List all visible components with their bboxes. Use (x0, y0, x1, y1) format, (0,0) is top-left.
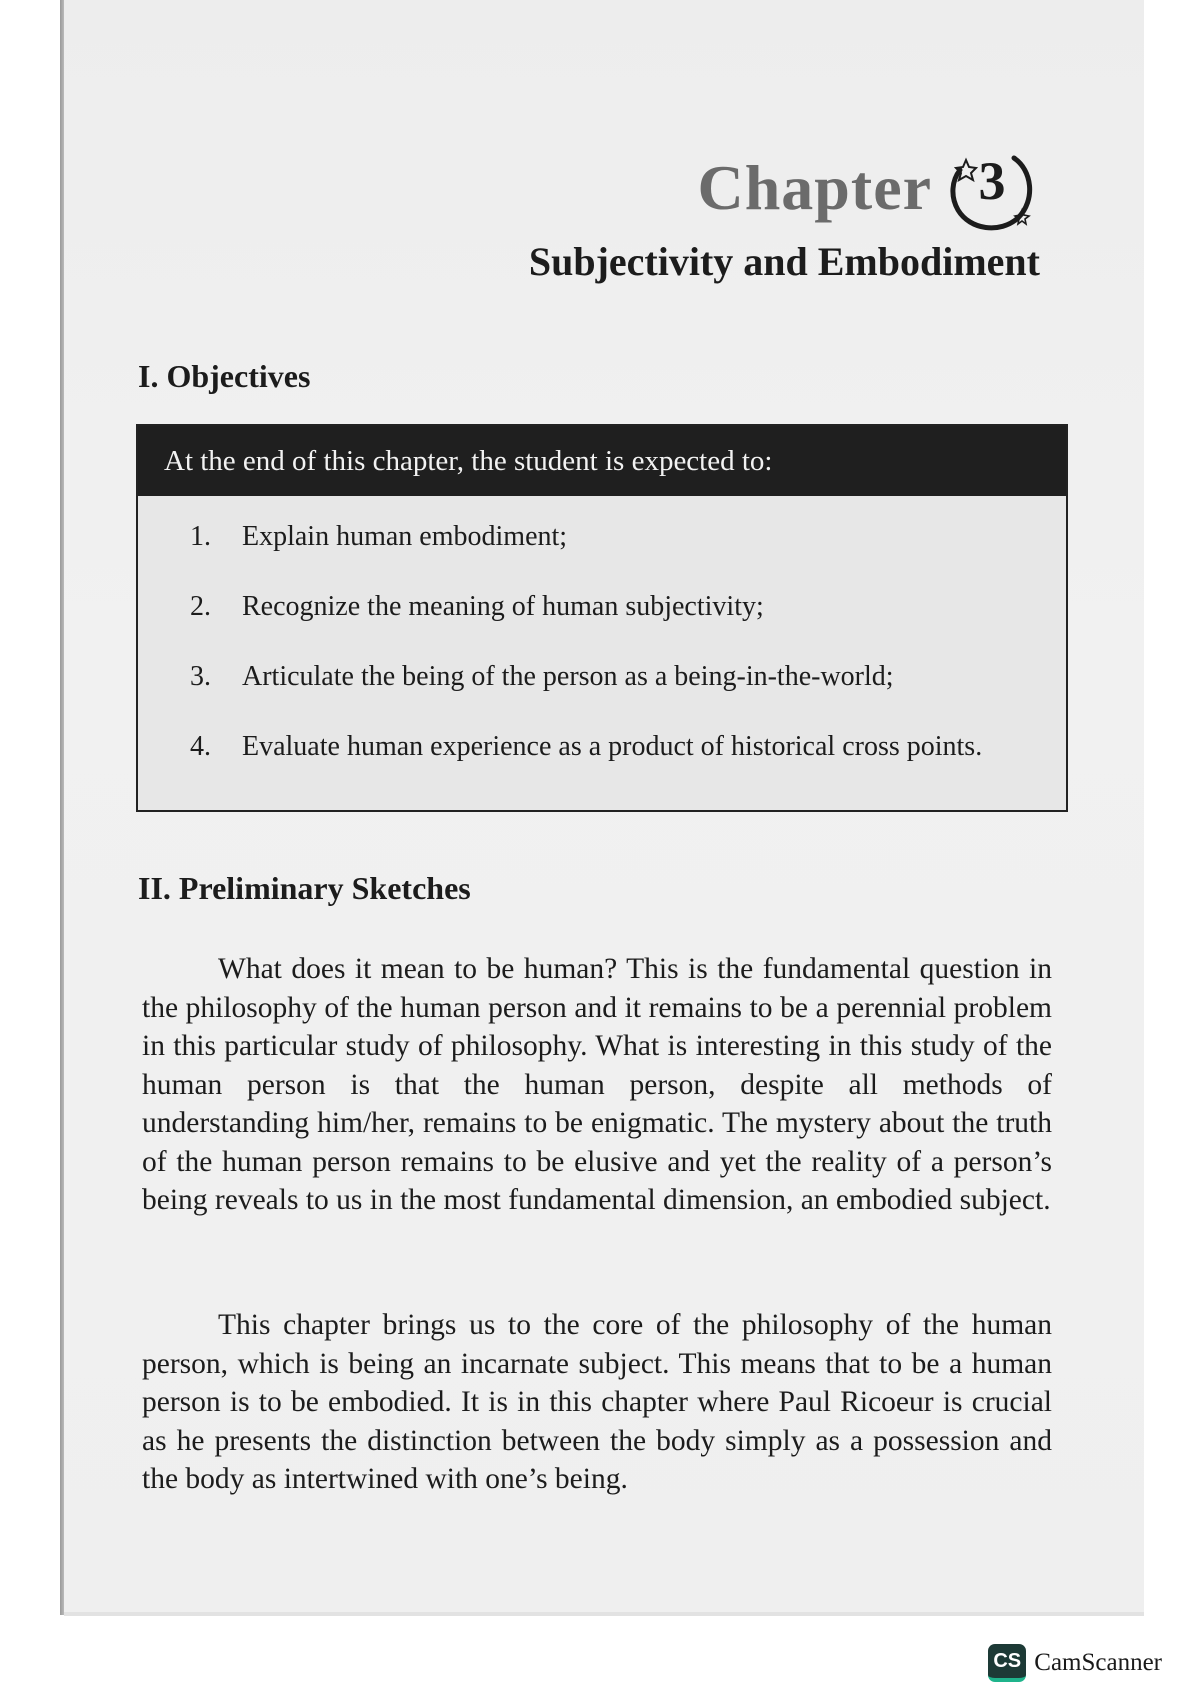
body-paragraph: What does it mean to be human? This is the fundamental question in the philosophy of the human person and it remains to be a perennial problem in this particular study of philosophy. What is interesting in this study of the human person is that the human person, despite all methods of understanding him/her, remains to be enigmatic. The mystery about the truth of the human person remains to be elusive and yet the reality of a person’s being reveals to us in the most fundamental dimension, an embodied subject. (142, 953, 1052, 1216)
objective-item (190, 658, 1066, 728)
objectives-heading: I. Objectives (138, 358, 311, 394)
chapter-heading (697, 140, 1040, 236)
chapter-number: 3 (978, 151, 1006, 211)
objective-text: Recognize the meaning of human subjectivity; (242, 591, 764, 622)
camscanner-watermark (988, 1644, 1162, 1682)
objective-text: Explain human embodiment; (242, 521, 568, 552)
body-paragraph: This chapter brings us to the core of the philosophy of the human person, which is being an incarnate subject. This means that to be a human person is to be embodied. It is in this chapter where Paul Ricoeur is crucial as he presents the distinction between the body simply as a possession and the body as intertwined with one’s being. (142, 1309, 1052, 1495)
objective-item (190, 518, 1066, 588)
chapter-number-badge (944, 140, 1040, 236)
objective-item (190, 588, 1066, 658)
camscanner-logo-text: CS (993, 1650, 1022, 1672)
chapter-title: Subjectivity and Embodiment (528, 239, 1040, 284)
preliminary-sketches-heading: II. Preliminary Sketches (138, 870, 471, 906)
objective-text: Articulate the being of the person as a being-in-the-world; (242, 661, 894, 692)
camscanner-logo-icon (988, 1644, 1026, 1682)
objective-item (190, 728, 1066, 798)
objective-number: 2. (190, 591, 211, 622)
camscanner-name: CamScanner (1034, 1649, 1162, 1676)
chapter-word: Chapter (697, 152, 932, 223)
objective-number: 3. (190, 661, 211, 692)
objectives-list (138, 496, 1066, 798)
objectives-box-header: At the end of this chapter, the student is expected to: (138, 426, 1066, 496)
objective-text: Evaluate human experience as a product of historical cross points. (242, 731, 983, 762)
objectives-box (136, 424, 1068, 812)
objective-number: 4. (190, 731, 211, 762)
page-bottom-edge (64, 1612, 1144, 1616)
objective-number: 1. (190, 521, 211, 552)
